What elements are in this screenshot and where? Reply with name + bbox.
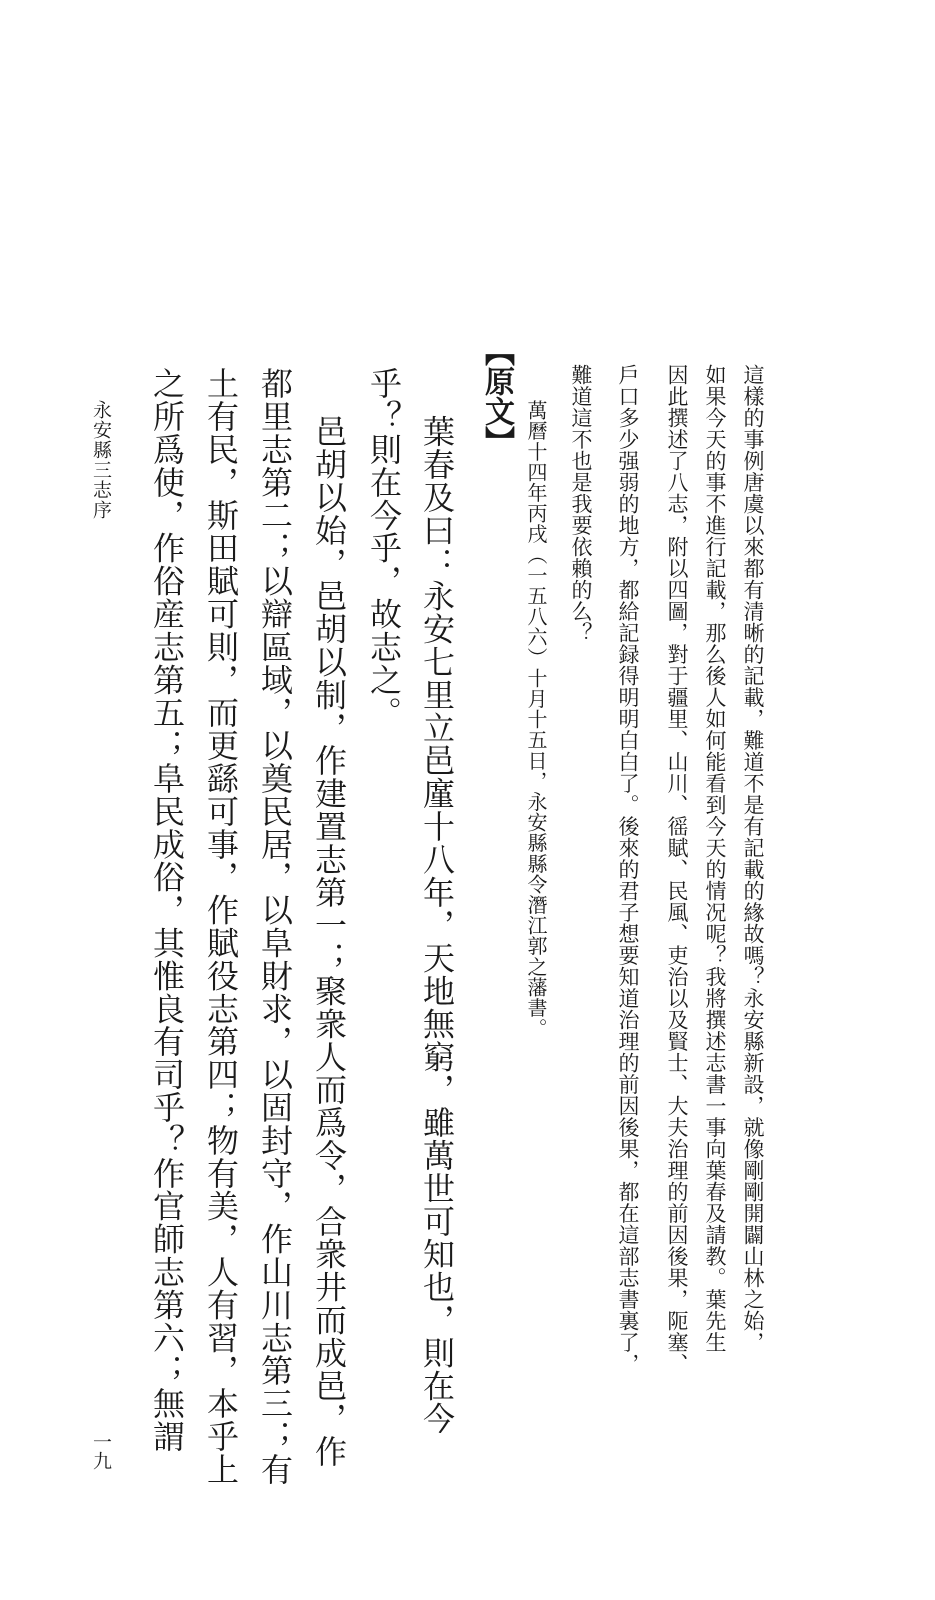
section-heading (474, 336, 518, 456)
translation-line-5: 難道這不也是我要依賴的么？ (569, 364, 593, 644)
running-head: 永安縣三志序 (90, 400, 112, 520)
original-line-2: 乎？則在今乎，故志之。 (365, 367, 403, 729)
translation-line-2: 如果今天的事不進行記載，那么後人如何能看到今天的情况呢？我將撰述志書一事向葉春及請教。葉先生 (703, 364, 727, 1353)
heading-text: 原文 (479, 366, 514, 426)
original-line-5: 土有民，斯田賦可則，而更繇可事，作賦役志第四；物有美，人有習，本乎上 (202, 367, 240, 1486)
translation-line-3: 因此撰述了八志，附以四圖，對于疆里、山川、徭賦、民風、吏治以及賢士、大夫治理的前因後果，阨塞、 (665, 364, 689, 1375)
translation-line-4: 戶口多少强弱的地方，都給記録得明明白白了。後來的君子想要知道治理的前因後果，都在這部志書裏了， (616, 364, 640, 1375)
heading-close-bracket: 】 (479, 426, 514, 456)
heading-open-bracket: 【 (479, 336, 514, 366)
translation-line-1: 這樣的事例唐虞以來都有清晰的記載，難道不是有記載的緣故嗎？永安縣新設，就像剛剛開闢山林之始， (741, 364, 765, 1353)
original-line-3: 邑胡以始，邑胡以制，作建置志第一；聚衆人而爲令，合衆井而成邑，作 (310, 415, 348, 1468)
date-signature-line: 萬曆十四年丙戌（一五八六）十月十五日，永安縣縣令潛江郭之藩書。 (524, 400, 548, 1039)
original-line-4: 都里志第二；以辯區域，以奠民居，以阜財求，以固封守，作山川志第三；有 (256, 367, 294, 1486)
page-number: 一九 (90, 1432, 112, 1470)
original-line-6: 之所爲使，作俗産志第五；阜民成俗，其惟良有司乎？作官師志第六；無謂 (148, 367, 186, 1453)
original-line-1: 葉春及曰：永安七里立邑廑十八年，天地無窮，雖萬世可知也，則在今 (418, 415, 456, 1435)
